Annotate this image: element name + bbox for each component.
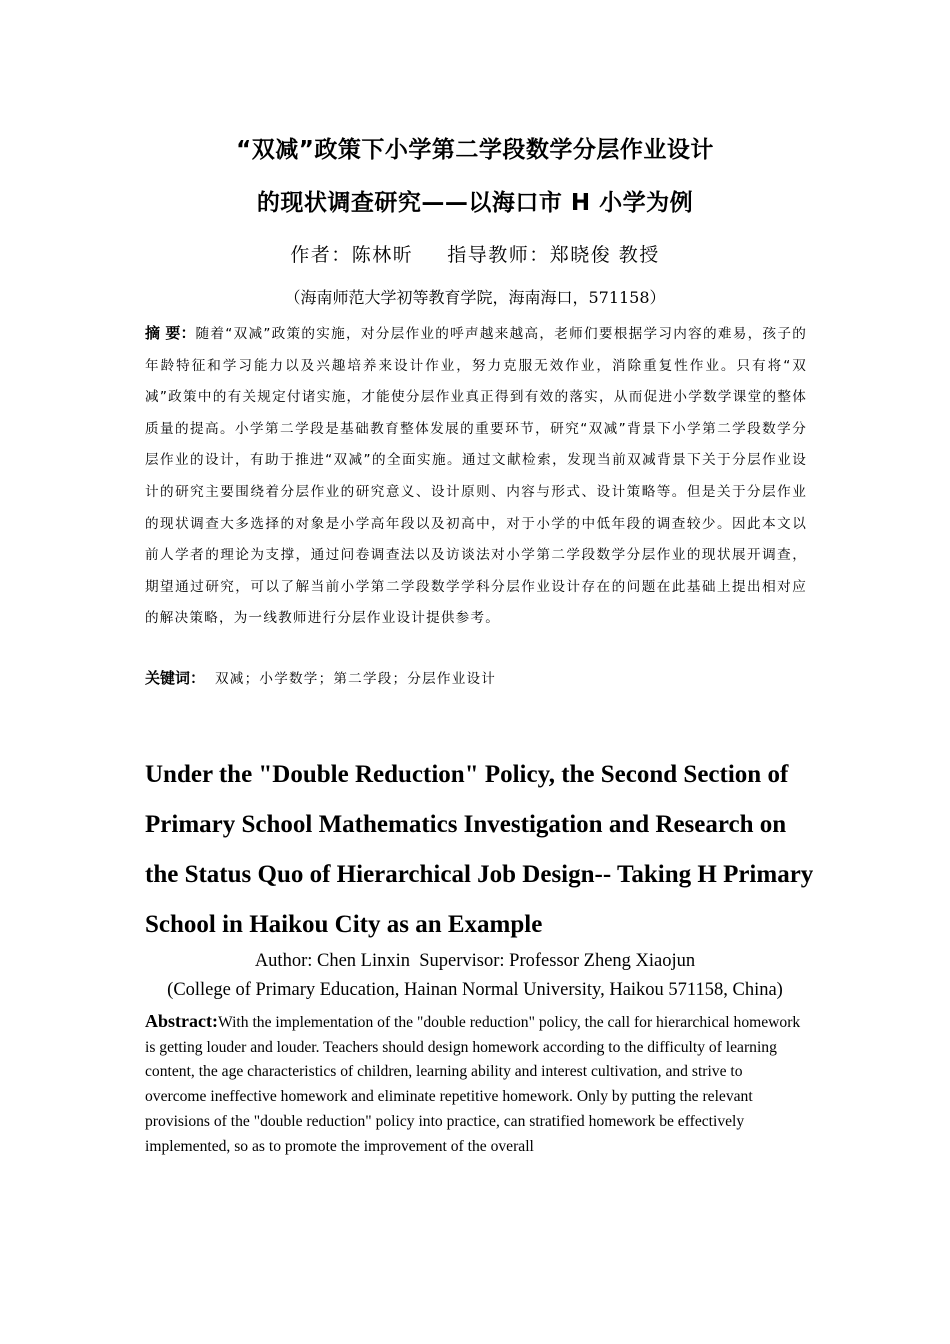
- chinese-keywords: [145, 667, 496, 688]
- chinese-keywords-label: 关键词：: [145, 669, 206, 687]
- chinese-title-line-2: 的现状调查研究——以海口市 H 小学为例: [256, 190, 694, 216]
- english-authors: Author: Chen Linxin Supervisor: Professor Zheng Xiaojun: [254, 951, 696, 971]
- chinese-abstract-label: 摘 要：: [145, 324, 196, 342]
- english-title: Under the "Double Reduction" Policy, the Second Section of Primary School Mathematics Investigation and Research on the Status Quo of Hierarchical Job Design-- Taking H Primary School in Haikou City as an Example: [145, 761, 814, 938]
- chinese-author: 作者：陈林昕: [290, 244, 414, 266]
- english-abstract: [145, 1009, 805, 1159]
- english-abstract-label: Abstract:: [145, 1011, 218, 1031]
- chinese-affiliation: （海南师范大学初等教育学院，海南海口，571158）: [284, 288, 666, 307]
- chinese-supervisor: 指导教师：郑晓俊 教授: [447, 244, 660, 266]
- chinese-abstract: [145, 318, 807, 635]
- chinese-title-line-1: “双减”政策下小学第二学段数学分层作业设计: [236, 137, 714, 163]
- chinese-abstract-text: 随着“双减”政策的实施，对分层作业的呼声越来越高，老师们要根据学习内容的难易，孩子的年龄特征和学习能力以及兴趣培养来设计作业，努力克服无效作业，消除重复性作业。只有将“双减”政策中的有关规定付诸实施，才能使分层作业真正得到有效的落实，从而促进小学数学课堂的整体质量的提高。小学第二学段是基础教育整体发展的重要环节，研究“双减”背景下小学第二学段数学分层作业的设计，有助于推进“双减”的全面实施。通过文献检索，发现当前双减背景下关于分层作业设计的研究主要围绕着分层作业的研究意义、设计原则、内容与形式、设计策略等。但是关于分层作业的现状调查大多选择的对象是小学高年段以及初高中，对于小学的中低年段的调查较少。因此本文以前人学者的理论为支撑，通过问卷调查法以及访谈法对小学第二学段数学分层作业的现状展开调查，期望通过研究，可以了解当前小学第二学段数学学科分层作业设计存在的问题在此基础上提出相对应的解决策略，为一线教师进行分层作业设计提供参考。: [145, 326, 807, 627]
- chinese-author-line: [0, 240, 950, 267]
- chinese-keywords-text: 双减；小学数学；第二学段；分层作业设计: [215, 671, 497, 687]
- english-affiliation: (College of Primary Education, Hainan Normal University, Haikou 571158, China): [167, 980, 783, 1000]
- english-abstract-text: With the implementation of the "double reduction" policy, the call for hierarchical homework is getting louder and louder. Teachers should design homework according to the difficulty of learning content, the age characteristics of children, learning ability and interest cultivation, and strive to overcome ineffective homework and eliminate repetitive homework. Only by putting the relevant provisions of the "double reduction" policy into practice, can stratified homework be effectively implemented, so as to promote the improvement of the overall: [145, 1014, 801, 1155]
